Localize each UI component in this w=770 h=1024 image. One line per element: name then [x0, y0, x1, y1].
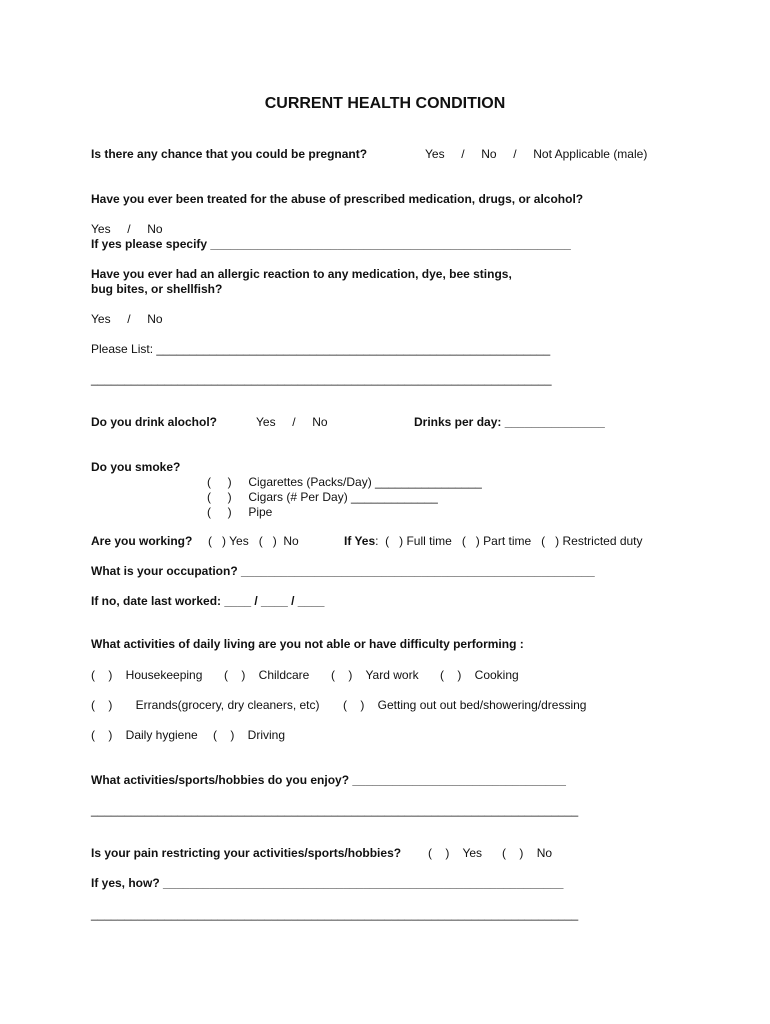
- pain-question: Is your pain restricting your activities/sports/hobbies?: [91, 846, 402, 860]
- hobbies-field[interactable]: What activities/sports/hobbies do you enjoy? ________________________________: [91, 773, 566, 787]
- hobbies-line2[interactable]: _________________________________________________________________________: [91, 803, 579, 817]
- abuse-options[interactable]: Yes / No: [91, 222, 163, 236]
- adl-option-errands[interactable]: ( ) Errands(grocery, dry cleaners, etc): [91, 698, 320, 712]
- adl-option-childcare[interactable]: ( ) Childcare: [224, 668, 310, 682]
- abuse-question: Have you ever been treated for the abuse of prescribed medication, drugs, or alcohol?: [91, 192, 584, 206]
- pain-options[interactable]: ( ) Yes ( ) No: [428, 846, 553, 860]
- allergy-question-line1: Have you ever had an allergic reaction to any medication, dye, bee stings,: [91, 267, 512, 281]
- smoke-option-cigarettes[interactable]: ( ) Cigarettes (Packs/Day) ________________: [207, 475, 482, 489]
- working-options[interactable]: ( ) Yes ( ) No: [208, 534, 299, 548]
- page-title: CURRENT HEALTH CONDITION: [264, 95, 506, 112]
- pregnant-question: Is there any chance that you could be pregnant?: [91, 147, 368, 161]
- smoke-option-pipe[interactable]: ( ) Pipe: [207, 505, 273, 519]
- pain-how-line2[interactable]: _________________________________________________________________________: [91, 907, 579, 921]
- pain-how-field[interactable]: If yes, how? ____________________________________________________________: [91, 876, 564, 890]
- working-if-yes[interactable]: [344, 534, 643, 549]
- smoke-question: Do you smoke?: [91, 460, 181, 474]
- abuse-specify-field[interactable]: If yes please specify ______________________________________________________: [91, 237, 571, 251]
- working-if-yes-options[interactable]: : ( ) Full time ( ) Part time ( ) Restricted duty: [375, 534, 643, 548]
- adl-option-driving[interactable]: ( ) Driving: [213, 728, 286, 742]
- pregnant-options[interactable]: Yes / No / Not Applicable (male): [425, 147, 648, 161]
- adl-option-getting-out-of-bed[interactable]: ( ) Getting out out bed/showering/dressing: [343, 698, 587, 712]
- working-if-yes-label: If Yes: [344, 534, 376, 548]
- adl-option-daily-hygiene[interactable]: ( ) Daily hygiene: [91, 728, 198, 742]
- alcohol-question: Do you drink alochol?: [91, 415, 218, 429]
- drinks-per-day-field[interactable]: Drinks per day: _______________: [414, 415, 605, 429]
- last-worked-field[interactable]: If no, date last worked: ____ / ____ / ____: [91, 594, 325, 608]
- adl-option-housekeeping[interactable]: ( ) Housekeeping: [91, 668, 203, 682]
- occupation-field[interactable]: What is your occupation? _____________________________________________________: [91, 564, 595, 578]
- allergy-options[interactable]: Yes / No: [91, 312, 163, 326]
- adl-option-yard-work[interactable]: ( ) Yard work: [331, 668, 419, 682]
- allergy-list-line2[interactable]: _____________________________________________________________________: [91, 372, 552, 386]
- adl-option-cooking[interactable]: ( ) Cooking: [440, 668, 519, 682]
- working-question: Are you working?: [91, 534, 193, 548]
- alcohol-options[interactable]: Yes / No: [256, 415, 328, 429]
- smoke-option-cigars[interactable]: ( ) Cigars (# Per Day) _____________: [207, 490, 438, 504]
- allergy-list-field[interactable]: Please List: ___________________________________________________________: [91, 342, 551, 356]
- allergy-question-line2: bug bites, or shellfish?: [91, 282, 223, 296]
- adl-question: What activities of daily living are you not able or have difficulty performing :: [91, 637, 524, 651]
